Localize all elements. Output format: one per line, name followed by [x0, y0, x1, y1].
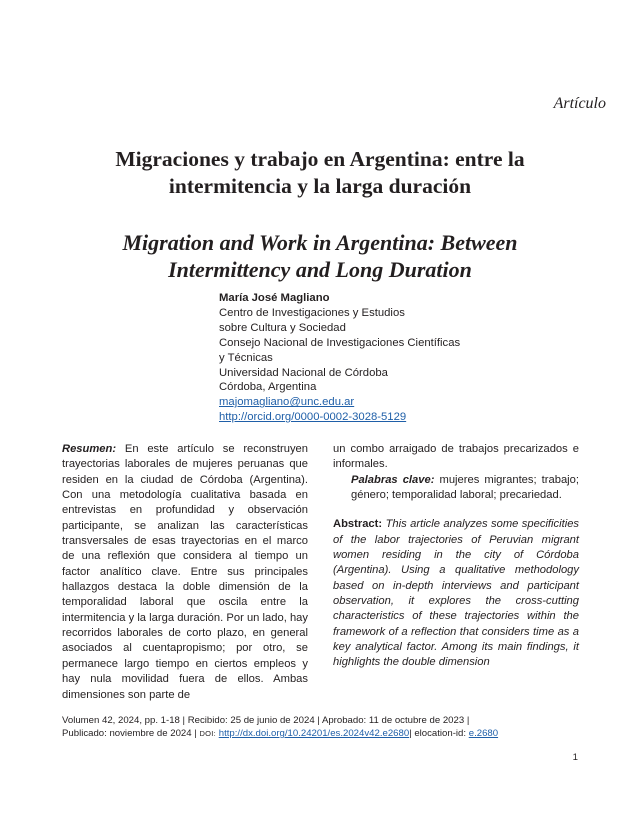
- affiliation-line: Centro de Investigaciones y Estudios: [219, 306, 405, 319]
- author-block: [219, 291, 460, 425]
- doi-link[interactable]: http://dx.doi.org/10.24201/es.2024v42.e2680: [218, 728, 410, 739]
- abstract-text: This article analyzes some specificities of the labor trajectories of Peruvian migrant women residing in the city of Córdoba (Argentina). Using a qualitative methodology based on in-depth interviews and participant observation, it explores the cross-cutting characteristics of these trajectories within the framework of a reflection that considers time as a key analytical factor. Among its main findings, it highlights the double dimension: [333, 518, 580, 669]
- affiliation-line: y Técnicas: [219, 351, 273, 364]
- author-email-link[interactable]: majomagliano@unc.edu.ar: [219, 396, 355, 409]
- title-spanish: [60, 146, 580, 200]
- affiliation-line: Córdoba, Argentina: [219, 381, 317, 394]
- keywords-text: mujeres migrantes; trabajo; género; temporalidad laboral; precariedad.: [351, 473, 579, 502]
- title-english: [60, 229, 580, 283]
- resumen-text: En este artículo se reconstruyen trayectorias laborales de mujeres peruanas que residen en la ciudad de Córdoba (Argentina). Con una metodología cualitativa basada en entrevistas en profundidad y observación participante, se analizan las características transversales de esas trayectorias en el marco de una reflexión que considera al tiempo un factor analítico clave. Entre sus principales hallazgos destaca la doble dimensión de la temporalidad laboral que oscila entre la intermitencia y la larga duración. Por un lado, hay recorridos laborales de corto plazo, en general asociados al cuentapropismo; por otro, se permanece largo tiempo en ciertos empleos y hay nula movilidad fuera de ellos. Ambas dimensiones son parte de: [62, 443, 308, 701]
- abstract-label: Abstract:: [333, 518, 383, 531]
- resumen-continuation: un combo arraigado de trabajos precarizados e informales.: [333, 443, 579, 471]
- title-spanish-line-2: intermitencia y la larga duración: [168, 174, 472, 198]
- resumen-label: Resumen:: [62, 443, 117, 455]
- footer-line-1: Volumen 42, 2024, pp. 1-18 | Recibido: 25 de junio de 2024 | Aprobado: 11 de octubre de 2023 |: [62, 715, 470, 726]
- affiliation-line: sobre Cultura y Sociedad: [219, 321, 346, 334]
- doi-label: DOI:: [199, 729, 217, 738]
- affiliation-line: Universidad Nacional de Córdoba: [219, 366, 388, 379]
- title-spanish-line-1: Migraciones y trabajo en Argentina: entre la: [115, 147, 525, 171]
- footer-published: Publicado: noviembre de 2024 |: [62, 728, 197, 739]
- author-name: María José Magliano: [219, 292, 330, 304]
- section-label: Artículo: [553, 95, 606, 112]
- left-column: [62, 442, 308, 703]
- title-english-line-1: Migration and Work in Argentina: Between: [122, 230, 518, 255]
- keywords-paragraph: [333, 473, 579, 504]
- keywords-label: Palabras clave:: [351, 473, 435, 486]
- abstract-paragraph: [333, 517, 579, 670]
- footer: [62, 714, 498, 740]
- author-orcid-link[interactable]: http://orcid.org/0000-0002-3028-5129: [219, 411, 407, 424]
- affiliation-line: Consejo Nacional de Investigaciones Científicas: [219, 336, 461, 349]
- resumen-paragraph: [62, 442, 308, 703]
- right-column: [333, 442, 579, 671]
- elocation-label: | elocation-id:: [409, 728, 467, 739]
- title-english-line-2: Intermittency and Long Duration: [168, 257, 472, 282]
- elocation-id-link[interactable]: e.2680: [468, 728, 499, 739]
- footer-line-2: [62, 727, 498, 740]
- page-number: 1: [572, 752, 578, 763]
